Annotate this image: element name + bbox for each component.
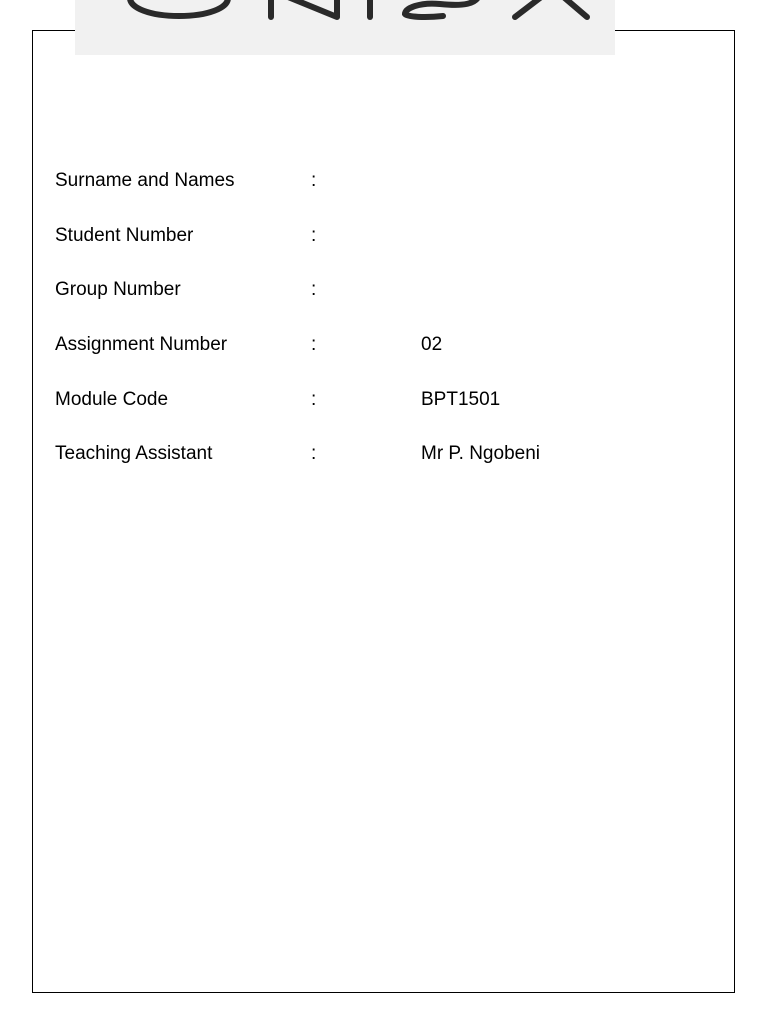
field-separator: :: [311, 170, 317, 192]
field-label: Teaching Assistant: [55, 443, 213, 465]
field-label: Group Number: [55, 279, 181, 301]
field-value: 02: [421, 334, 443, 356]
field-separator: :: [311, 279, 317, 301]
field-separator: :: [311, 388, 317, 410]
unisa-logo: [75, 0, 615, 55]
field-label: Student Number: [55, 224, 194, 246]
unisa-logo-graphic: [75, 0, 615, 55]
info-row-teaching-assistant: [55, 427, 675, 482]
field-value: Mr P. Ngobeni: [421, 443, 540, 465]
info-row-surname: [55, 154, 675, 209]
info-row-module-code: [55, 372, 675, 427]
field-label: Surname and Names: [55, 170, 235, 192]
info-row-group-number: [55, 263, 675, 318]
field-label: Assignment Number: [55, 334, 228, 356]
field-separator: :: [311, 334, 317, 356]
field-separator: :: [311, 224, 317, 246]
student-info-table: [55, 154, 675, 482]
info-row-assignment-number: [55, 318, 675, 373]
field-value: BPT1501: [421, 388, 501, 410]
field-label: Module Code: [55, 388, 169, 410]
field-separator: :: [311, 443, 317, 465]
info-row-student-number: [55, 209, 675, 264]
